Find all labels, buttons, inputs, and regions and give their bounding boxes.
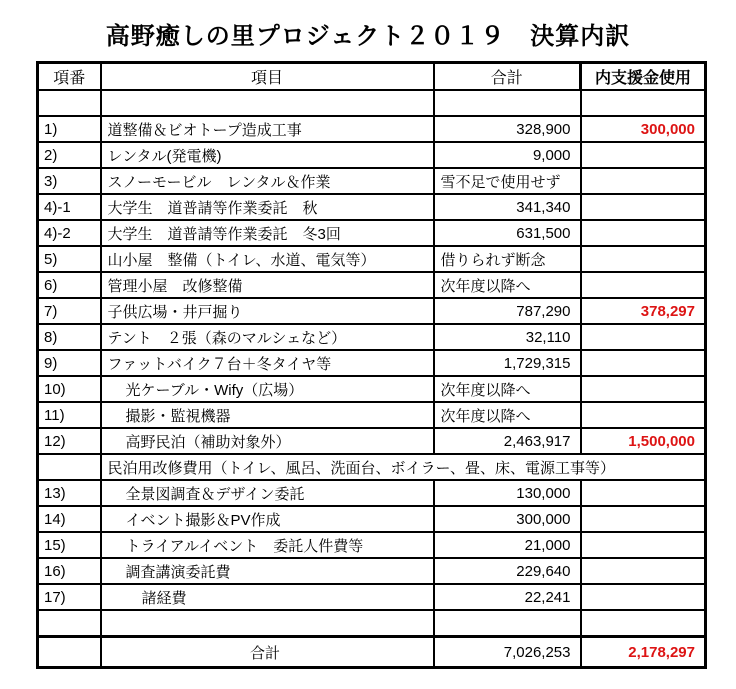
table-row	[38, 454, 706, 480]
grand-total-row	[38, 637, 706, 668]
item-name-cell: 光ケーブル・Wify（広場）	[101, 376, 434, 402]
row-number-cell: 9)	[38, 350, 101, 376]
item-name-cell: イベント撮影＆PV作成	[101, 506, 434, 532]
total-amount-cell: 次年度以降へ	[434, 402, 581, 428]
table-row	[38, 610, 706, 637]
item-name-cell: トライアルイベント 委託人件費等	[101, 532, 434, 558]
item-name-cell: 高野民泊（補助対象外）	[101, 428, 434, 454]
table-row	[38, 402, 706, 428]
page-title: 高野癒しの里プロジェクト２０１９ 決算内訳	[105, 23, 631, 50]
row-number-cell: 4)-2	[38, 220, 101, 246]
subsidy-amount-cell	[581, 584, 706, 610]
table-row	[38, 324, 706, 350]
item-name-cell: スノーモービル レンタル＆作業	[101, 168, 434, 194]
item-name-cell: 管理小屋 改修整備	[101, 272, 434, 298]
total-amount-cell: 130,000	[434, 480, 581, 506]
subsidy-amount-cell	[581, 558, 706, 584]
subsidy-amount-cell	[581, 350, 706, 376]
item-name-cell: 調査講演委託費	[101, 558, 434, 584]
total-amount-cell: 次年度以降へ	[434, 272, 581, 298]
total-amount-cell: 631,500	[434, 220, 581, 246]
total-amount-cell: 9,000	[434, 142, 581, 168]
subsidy-amount-cell	[581, 246, 706, 272]
item-name-cell: ファットバイク７台＋冬タイヤ等	[101, 350, 434, 376]
row-number-cell: 16)	[38, 558, 101, 584]
subsidy-amount-cell	[581, 402, 706, 428]
row-number-cell: 14)	[38, 506, 101, 532]
table-header-row	[38, 63, 706, 91]
subsidy-amount-cell	[581, 194, 706, 220]
row-number-cell: 15)	[38, 532, 101, 558]
table-row	[38, 532, 706, 558]
subsidy-amount-cell: 1,500,000	[581, 428, 706, 454]
row-number-cell: 11)	[38, 402, 101, 428]
row-number-cell: 6)	[38, 272, 101, 298]
table-row	[38, 116, 706, 142]
header-item: 項目	[101, 63, 434, 91]
item-name-cell: 諸経費	[101, 584, 434, 610]
row-number-cell: 13)	[38, 480, 101, 506]
row-number-cell	[38, 637, 101, 668]
total-amount-cell	[434, 610, 581, 637]
subsidy-amount-cell	[581, 506, 706, 532]
item-name-cell: 子供広場・井戸掘り	[101, 298, 434, 324]
table-row	[38, 558, 706, 584]
total-amount-cell: 借りられず断念	[434, 246, 581, 272]
row-number-cell: 10)	[38, 376, 101, 402]
table-row	[38, 584, 706, 610]
table-row	[38, 246, 706, 272]
table-row	[38, 142, 706, 168]
row-number-cell	[38, 610, 101, 637]
row-number-cell: 5)	[38, 246, 101, 272]
subsidy-amount-cell	[581, 220, 706, 246]
subsidy-amount-cell	[581, 610, 706, 637]
row-number-cell: 3)	[38, 168, 101, 194]
item-name-cell: 道整備＆ビオトープ造成工事	[101, 116, 434, 142]
subsidy-amount-cell: 300,000	[581, 116, 706, 142]
total-amount-cell: 1,729,315	[434, 350, 581, 376]
table-row	[38, 480, 706, 506]
header-item-number: 項番	[38, 63, 101, 91]
subsidy-amount-cell	[581, 168, 706, 194]
total-amount-cell: 次年度以降へ	[434, 376, 581, 402]
item-name-cell: 全景図調査＆デザイン委託	[101, 480, 434, 506]
item-name-cell: 撮影・監視機器	[101, 402, 434, 428]
row-number-cell: 1)	[38, 116, 101, 142]
subsidy-amount-cell: 378,297	[581, 298, 706, 324]
item-name-cell: テント ２張（森のマルシェなど）	[101, 324, 434, 350]
total-amount-cell: 21,000	[434, 532, 581, 558]
subsidy-amount-cell	[581, 324, 706, 350]
row-number-cell: 7)	[38, 298, 101, 324]
subsidy-amount-cell	[581, 376, 706, 402]
subsidy-amount-cell: 2,178,297	[581, 637, 706, 668]
row-number-cell: 17)	[38, 584, 101, 610]
item-name-cell	[101, 610, 434, 637]
table-row	[38, 350, 706, 376]
item-name-cell: 合計	[101, 637, 434, 668]
total-amount-cell: 787,290	[434, 298, 581, 324]
header-total: 合計	[434, 63, 581, 91]
total-amount-cell: 2,463,917	[434, 428, 581, 454]
table-row	[38, 376, 706, 402]
total-amount-cell: 雪不足で使用せず	[434, 168, 581, 194]
table-row	[38, 90, 706, 116]
item-name-cell: レンタル(発電機)	[101, 142, 434, 168]
table-row	[38, 220, 706, 246]
table-row	[38, 272, 706, 298]
header-subsidy-used: 内支援金使用	[581, 63, 706, 91]
row-number-cell: 8)	[38, 324, 101, 350]
subsidy-amount-cell	[581, 142, 706, 168]
table-row	[38, 168, 706, 194]
subsidy-amount-cell	[581, 272, 706, 298]
table-row	[38, 298, 706, 324]
table-body	[38, 90, 706, 668]
table-row	[38, 194, 706, 220]
subsidy-amount-cell	[581, 480, 706, 506]
total-amount-cell: 229,640	[434, 558, 581, 584]
row-number-cell: 2)	[38, 142, 101, 168]
settlement-table	[36, 61, 707, 669]
row-number-cell: 4)-1	[38, 194, 101, 220]
item-name-cell: 大学生 道普請等作業委託 秋	[101, 194, 434, 220]
item-name-cell: 大学生 道普請等作業委託 冬3回	[101, 220, 434, 246]
total-amount-cell: 328,900	[434, 116, 581, 142]
subsidy-amount-cell	[581, 90, 706, 116]
row-number-cell: 12)	[38, 428, 101, 454]
merged-note-cell: 民泊用改修費用（トイレ、風呂、洗面台、ボイラー、畳、床、電源工事等）	[101, 454, 706, 480]
table-row	[38, 428, 706, 454]
row-number-cell	[38, 90, 101, 116]
subsidy-amount-cell	[581, 532, 706, 558]
total-amount-cell: 22,241	[434, 584, 581, 610]
total-amount-cell: 32,110	[434, 324, 581, 350]
total-amount-cell	[434, 90, 581, 116]
total-amount-cell: 341,340	[434, 194, 581, 220]
item-name-cell: 山小屋 整備（トイレ、水道、電気等）	[101, 246, 434, 272]
total-amount-cell: 300,000	[434, 506, 581, 532]
table-row	[38, 506, 706, 532]
item-name-cell	[101, 90, 434, 116]
total-amount-cell: 7,026,253	[434, 637, 581, 668]
row-number-cell	[38, 454, 101, 480]
